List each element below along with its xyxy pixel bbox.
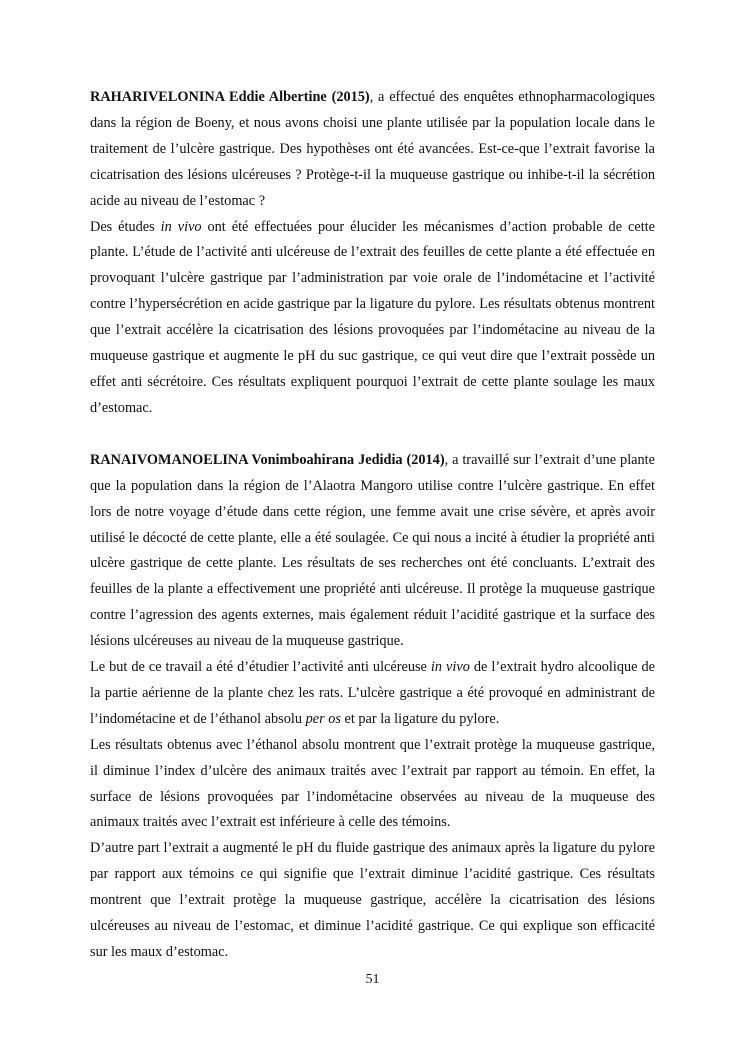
paragraph-text: Le but de ce travail a été d’étudier l’activité anti ulcéreuse	[90, 659, 431, 676]
paragraph-text: de l’extrait hydro alcoolique de la partie aérienne de la plante chez les rats. L’ulcère gastrique a été provoqué en administrant de l’indométacine et de l’éthanol absolu	[90, 659, 655, 727]
paragraph-pylorus-results	[90, 836, 655, 966]
page-body	[90, 85, 655, 966]
italic-term: in vivo	[430, 659, 470, 676]
paragraph-raharivelonina	[90, 85, 655, 215]
paragraph-text: et par la ligature du pylore.	[340, 710, 500, 727]
paragraph-text: , a travaillé sur l’extrait d’une plante que la population dans la région de l’Alaotra Mangoro utilise contre l’ulcère gastrique. En effet lors de notre voyage d’étude dans cette région, une femme avait une crise sévère, et après avoir utilisé le décocté de cette plante, elle a été soulagée. Ce qui nous a incité à étudier la propriété anti ulcère gastrique de cette plante. Les résultats de ses recherches ont été concluants. L’extrait des feuilles de la plante a effectivement une propriété anti ulcéreuse. Il protège la muqueuse gastrique contre l’agression des agents externes, mais également réduit l’acidité gastrique et la surface des lésions ulcéreuses au niveau de la muqueuse gastrique.	[90, 451, 655, 650]
paragraph-text: Les résultats obtenus avec l’éthanol absolu montrent que l’extrait protège la muqueuse gastrique, il diminue l’index d’ulcère des animaux traités avec l’extrait par rapport au témoin. En effet, la surface de lésions provoquées par l’indométacine observées au niveau de la muqueuse des animaux traités avec l’extrait est inférieure à celle des témoins.	[90, 736, 655, 831]
paragraph-text: Des études	[90, 218, 161, 235]
paragraph-study-aim	[90, 655, 655, 733]
author-citation: RAHARIVELONINA Eddie Albertine (2015)	[90, 89, 370, 105]
italic-term: in vivo	[160, 218, 202, 235]
italic-term: per os	[305, 710, 341, 727]
author-citation: RANAIVOMANOELINA Vonimboahirana Jedidia (2014)	[90, 451, 445, 468]
paragraph-text: D’autre part l’extrait a augmenté le pH du fluide gastrique des animaux après la ligature du pylore par rapport aux témoins ce qui signifie que l’extrait diminue l’acidité gastrique. Ces résultats montrent que l’extrait protège la muqueuse gastrique, accélère la cicatrisation des lésions ulcéreuses au niveau de l’estomac, et diminue l’acidité gastrique. Ce qui explique son efficacité sur les maux d’estomac.	[90, 840, 655, 960]
page-number: 51	[365, 972, 380, 987]
paragraph-ranaivomanoelina	[90, 448, 655, 655]
paragraph-in-vivo-studies	[90, 215, 655, 422]
paragraph-text: ont été effectuées pour élucider les mécanismes d’action probable de cette plante. L’étude de l’activité anti ulcéreuse de l’extrait des feuilles de cette plante a été effectuée en provoquant l’ulcère gastrique par l’administration par voie orale de l’indométacine et l’activité contre l’hypersécrétion en acide gastrique par la ligature du pylore. Les résultats obtenus montrent que l’extrait accélère la cicatrisation des lésions provoquées par l’indométacine au niveau de la muqueuse gastrique et augmente le pH du suc gastrique, ce qui veut dire que l’extrait possède un effet anti sécrétoire. Ces résultats expliquent pourquoi l’extrait de cette plante soulage les maux d’estomac.	[90, 218, 655, 416]
paragraph-text: , a effectué des enquêtes ethnopharmacologiques dans la région de Boeny, et nous avons choisi une plante utilisée par la population locale dans le traitement de l’ulcère gastrique. Des hypothèses ont été avancées. Est-ce-que l’extrait favorise la cicatrisation des lésions ulcéreuses ? Protège-t-il la muqueuse gastrique ou inhibe-t-il la sécrétion acide au niveau de l’estomac ?	[90, 89, 655, 209]
section-spacer	[90, 422, 655, 448]
paragraph-ethanol-results	[90, 733, 655, 837]
